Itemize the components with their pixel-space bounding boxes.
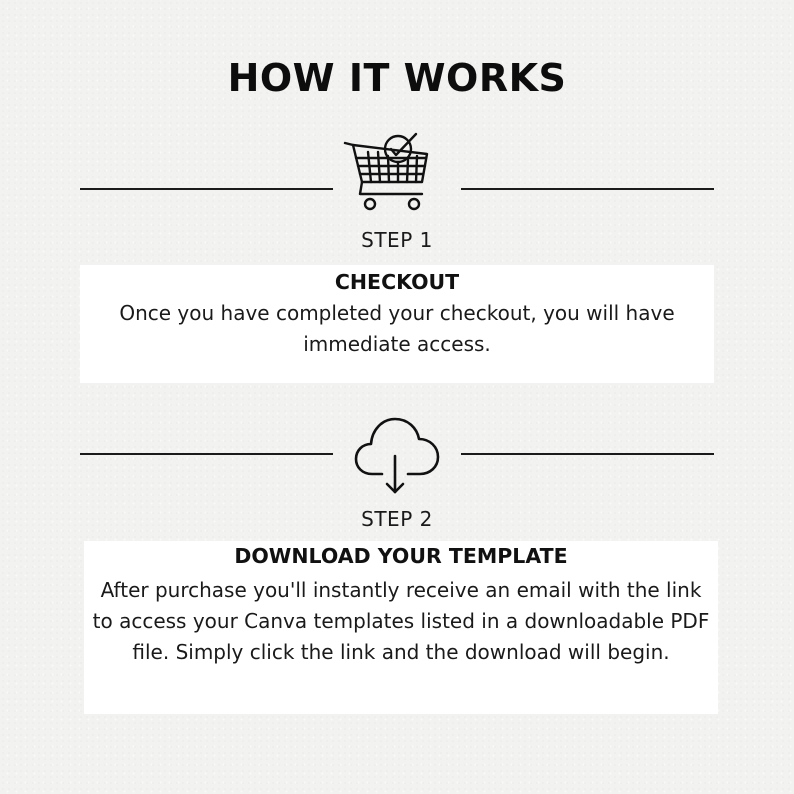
- divider-right-step-1: [461, 188, 714, 190]
- cloud-download-icon: [352, 412, 442, 496]
- divider-left-step-2: [80, 453, 333, 455]
- page-title: HOW IT WORKS: [227, 56, 567, 100]
- step-2-card: [84, 541, 718, 714]
- divider-right-step-2: [461, 453, 714, 455]
- step-1-label: STEP 1: [361, 228, 433, 252]
- shopping-cart-check-icon: [340, 128, 434, 214]
- step-2-description: After purchase you'll instantly receive an email with the link to access your Canva templates listed in a downloadable PDF file. Simply click the link and the download will begin.: [92, 578, 710, 664]
- step-1-description: Once you have completed your checkout, you will have immediate access.: [119, 301, 675, 356]
- step-2-heading: DOWNLOAD YOUR TEMPLATE: [234, 544, 568, 568]
- step-2-label: STEP 2: [361, 507, 433, 531]
- step-1-card: [80, 265, 714, 383]
- divider-left-step-1: [80, 188, 333, 190]
- step-1-heading: CHECKOUT: [334, 270, 460, 294]
